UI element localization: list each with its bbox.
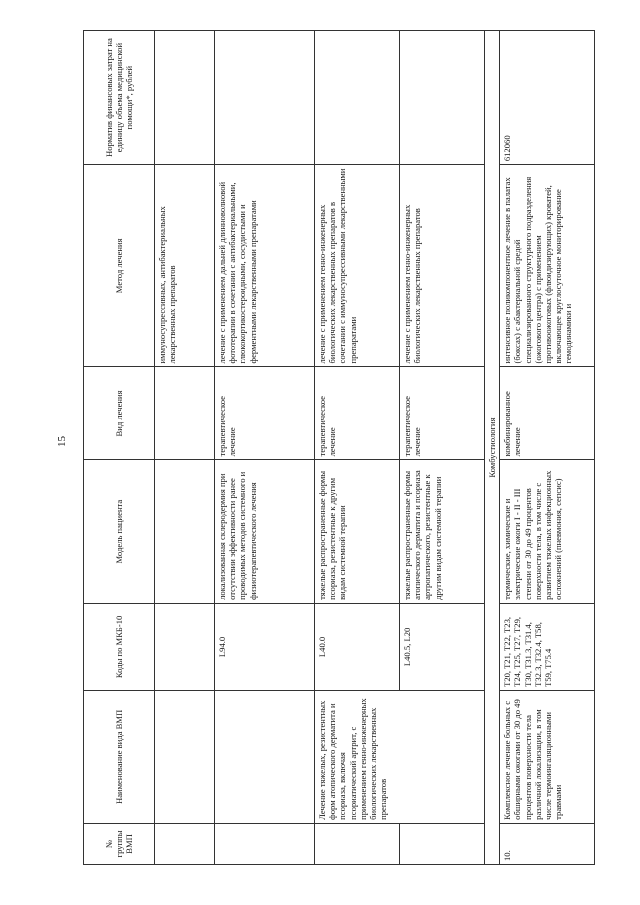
- table-header-row: [84, 31, 155, 865]
- cell-group: [315, 823, 400, 864]
- header-treatment-type: Вид лечения: [84, 367, 155, 460]
- cell-code: T20, T21, T22, T23, T24, T25, T27, T29, T30, T31.3, T31.4, T32.3, T32.4, T58, T59, T75.4: [500, 603, 595, 690]
- cell-cost: [315, 31, 400, 165]
- cell-name: Лечение тяжелых, резистентных форм атопического дерматита и псориаза, включая псориатический артрит, с применением генно-инженерных биологических лекарственных препаратов: [315, 690, 485, 823]
- cell-method: лечение с применением дальней длинноволновой фототерапии в сочетании с антибактериальными, глюкокортикостероидными, сосудистыми и ферментными лекарственными препаратами: [215, 165, 315, 367]
- header-patient-model: Модель пациента: [84, 460, 155, 604]
- header-treatment-method: Метод лечения: [84, 165, 155, 367]
- cell-cost: [215, 31, 315, 165]
- table-row: [215, 31, 315, 865]
- cell-model: тяжелые распространенные формы атопического дерматита и псориаза артропатического, резистентные к другим видам системной терапии: [400, 460, 485, 604]
- cell-model: [155, 460, 215, 604]
- cell-method: иммуносупрессивных, антибактериальных лекарственных препаратов: [155, 165, 215, 367]
- section-header-row: [485, 31, 500, 865]
- header-icd-codes: Коды по МКБ-10: [84, 603, 155, 690]
- header-group-number: № группы ВМП: [84, 823, 155, 864]
- cell-name: [155, 690, 215, 823]
- cell-group: [400, 823, 485, 864]
- vmp-table: [83, 30, 595, 865]
- cell-method: лечение с применением генно-инженерных биологических лекарственных препаратов в сочетании с иммуносупрессивными лекарственными препаратами: [315, 165, 400, 367]
- cell-type: [155, 367, 215, 460]
- cell-type: терапевтическое лечение: [315, 367, 400, 460]
- table-row: [315, 31, 400, 865]
- cell-model: тяжелые распространенные формы псориаза, резистентные к другим видам системной терапии: [315, 460, 400, 604]
- rotated-table-container: [83, 30, 603, 865]
- cell-model: локализованная склеродермия при отсутствии эффективности ранее проводимых методов системного и физиотерапевтического лечения: [215, 460, 315, 604]
- cell-cost: [400, 31, 485, 165]
- cell-code: L40.5, L20: [400, 603, 485, 690]
- cell-method: лечение с применением генно-инженерных биологических лекарственных препаратов: [400, 165, 485, 367]
- cell-group: [215, 823, 315, 864]
- cell-group: [155, 823, 215, 864]
- header-cost-norm: Норматив финансовых затрат на единицу объема медицинской помощи*, рублей: [84, 31, 155, 165]
- cell-code: L94.0: [215, 603, 315, 690]
- cell-code: [155, 603, 215, 690]
- cell-type: терапевтическое лечение: [215, 367, 315, 460]
- page-number: 15: [56, 436, 68, 447]
- table-row: [155, 31, 215, 865]
- cell-name: Комплексное лечение больных с обширными ожогами от 30 до 49 процентов поверхности тела различной локализации, в том числе термоингаляционными травмами: [500, 690, 595, 823]
- header-vmp-name: Наименование вида ВМП: [84, 690, 155, 823]
- cell-cost: 612060: [500, 31, 595, 165]
- cell-model: термические, химические и электрические ожоги I - II - III степени от 30 до 49 процентов поверхности тела, в том числе с развитием тяжелых инфекционных осложнений (пневмония, сепсис): [500, 460, 595, 604]
- section-title: Комбустиология: [485, 31, 500, 865]
- cell-method: интенсивное поликомпонентное лечение в палатах (боксах) с абактериальной средой специализированного структурного подразделения (ожогового центра) с применением противоожоговых (флюидизирующих) кроватей, включающее круглосуточное мониторирование гемодинамики и: [500, 165, 595, 367]
- cell-code: L40.0: [315, 603, 400, 690]
- cell-cost: [155, 31, 215, 165]
- cell-name: [215, 690, 315, 823]
- cell-group: 10.: [500, 823, 595, 864]
- cell-type: комбинированное лечение: [500, 367, 595, 460]
- cell-type: терапевтическое лечение: [400, 367, 485, 460]
- table-row: [500, 31, 595, 865]
